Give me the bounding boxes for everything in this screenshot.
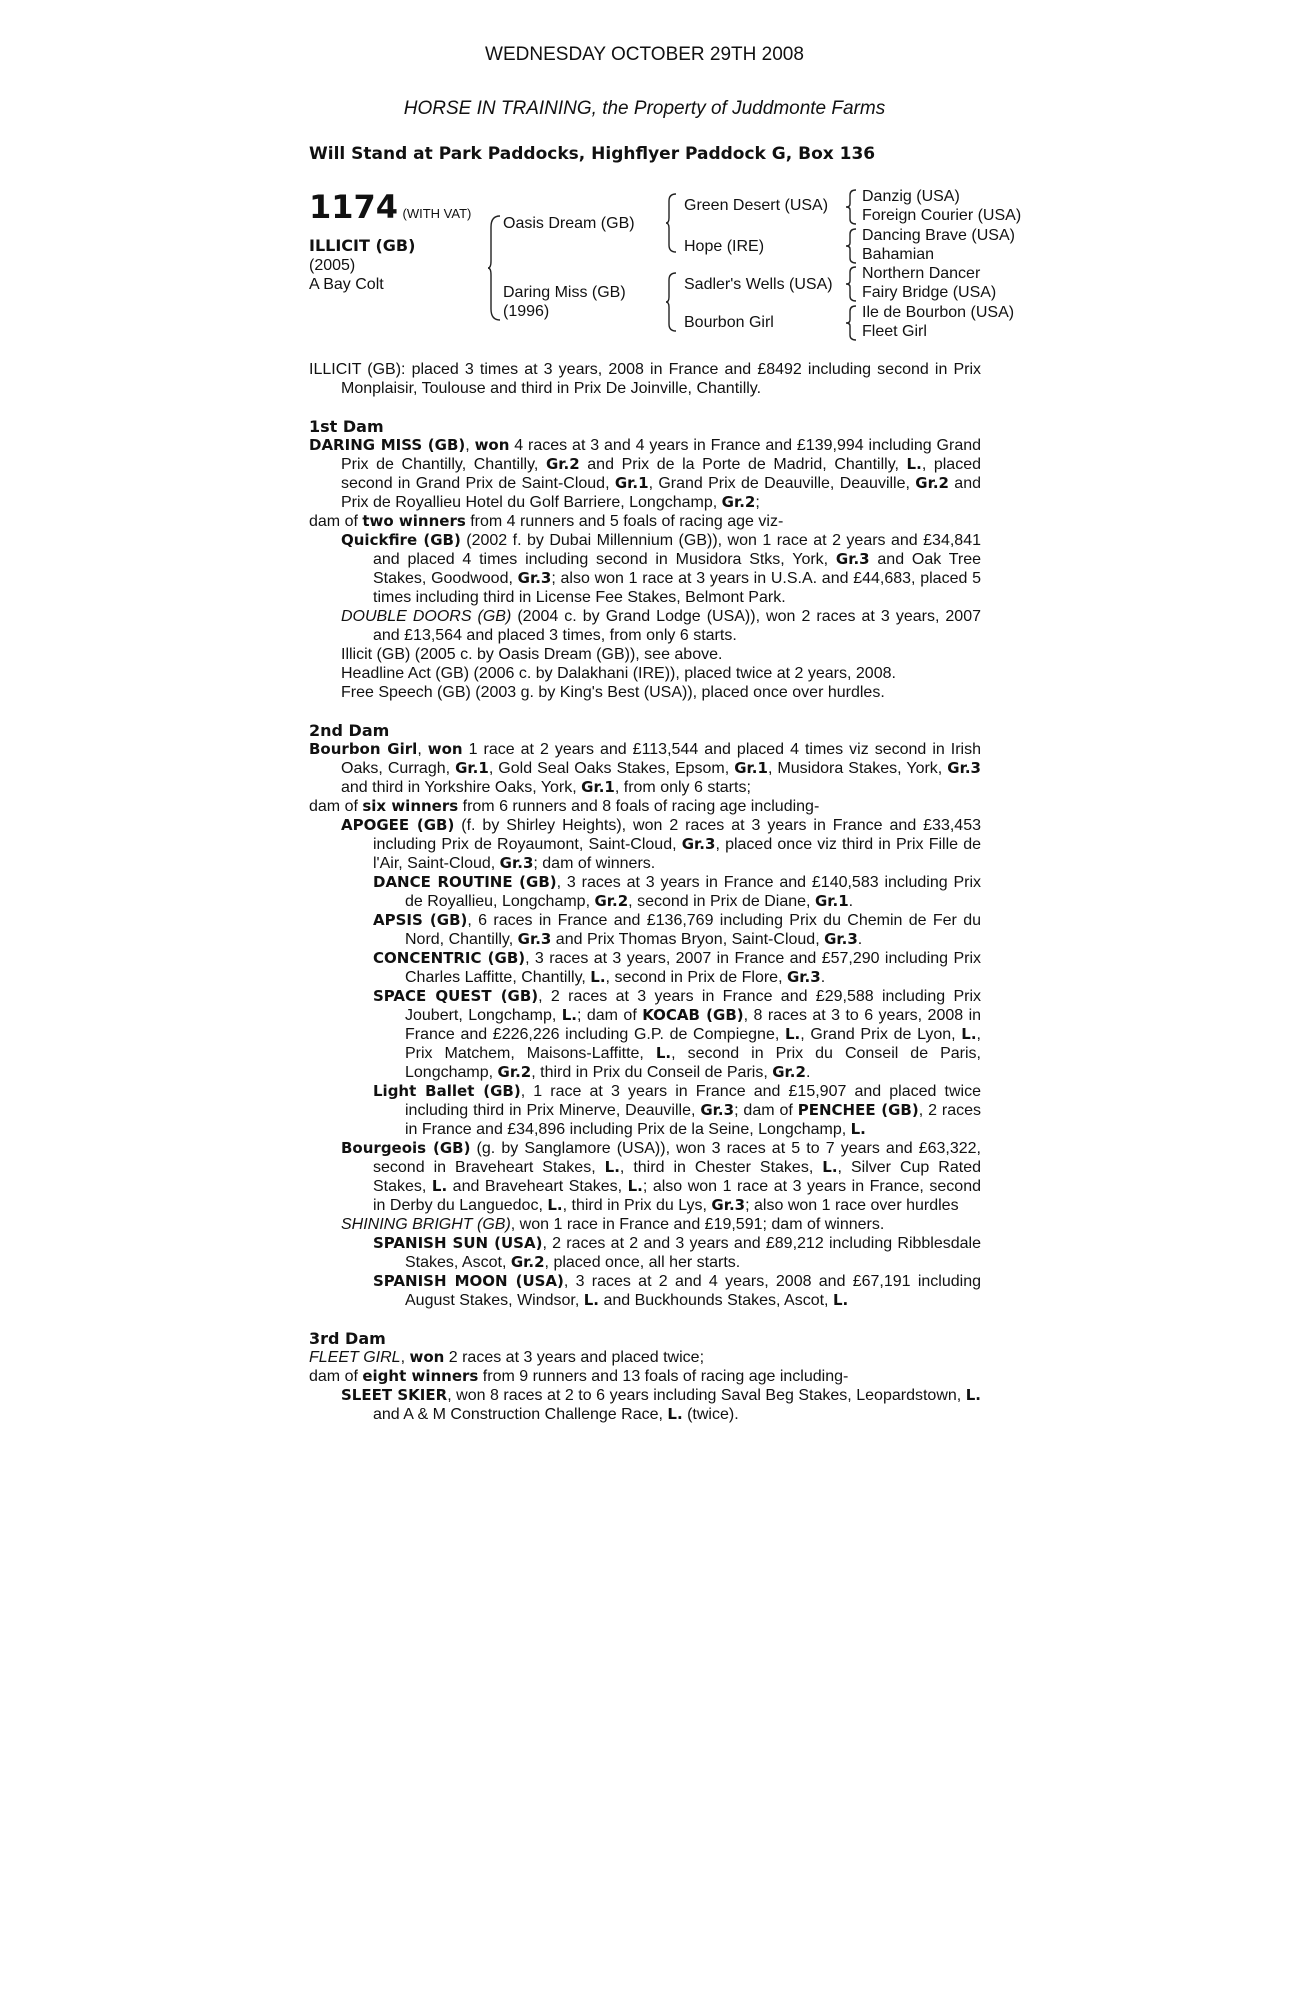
text: and Prix de Royallieu Hotel du Golf Barriere, Longchamp, — [341, 475, 981, 511]
grade: Gr.1 — [455, 759, 489, 777]
text: , Grand Prix de Deauville, Deauville, — [648, 475, 916, 492]
grade: Gr.3 — [824, 930, 858, 948]
progeny-apsis — [309, 911, 981, 949]
text: , 3 races at 3 years in France and £140,583 including Prix de Royallieu, Longchamp, — [405, 874, 981, 910]
grade: Gr.2 — [915, 474, 949, 492]
ancestor-g6: Fairy Bridge (USA) — [862, 284, 997, 301]
text: (f. by Shirley Heights), won 2 races at 3 years in France and £33,453 including Prix de Royaumont, Saint-Cloud, — [373, 817, 981, 853]
lot-block — [309, 190, 471, 224]
winners-count: eight winners — [362, 1367, 479, 1385]
grade: Gr.3 — [786, 968, 821, 986]
ancestor-g7: Ile de Bourbon (USA) — [862, 304, 1015, 321]
progeny-apogee — [309, 816, 981, 873]
progeny-name: Light Ballet (GB) — [373, 1082, 521, 1100]
progeny-space-quest — [309, 987, 981, 1082]
text: and third in Yorkshire Oaks, York, — [341, 779, 582, 796]
ancestor-g3: Dancing Brave (USA) — [862, 227, 1015, 244]
pedigree-bracket-g1 — [846, 189, 858, 225]
text: ; dam of — [734, 1102, 798, 1119]
progeny-sleet-skier — [309, 1386, 981, 1424]
text: . — [805, 1064, 811, 1081]
grade: L. — [431, 1177, 448, 1195]
dam-name: FLEET GIRL — [309, 1349, 401, 1366]
text: , 8 races at 3 to 6 years, 2008 in France and £226,226 including G.P. de Compiegne, — [405, 1007, 982, 1043]
grade: L. — [590, 968, 606, 986]
text: ; also won 1 race over hurdles — [745, 1197, 959, 1214]
text: 1 race at 2 years and £113,544 and placed 4 times viz second in Irish Oaks, Curragh, — [341, 741, 982, 777]
sire-dam: Hope (IRE) — [684, 238, 765, 255]
ancestor-g2: Foreign Courier (USA) — [862, 207, 1022, 224]
text: (twice). — [682, 1406, 739, 1423]
grade: Gr.1 — [814, 892, 849, 910]
dam-of-line — [309, 1367, 981, 1386]
grade: L. — [667, 1405, 683, 1423]
text: , — [400, 1349, 410, 1366]
catalogue-body — [309, 360, 981, 1424]
stand-location: Will Stand at Park Paddocks, Highflyer Paddock G, Box 136 — [309, 144, 876, 164]
progeny-name: APOGEE (GB) — [341, 816, 455, 834]
progeny-name: DOUBLE DOORS (GB) — [341, 608, 512, 625]
text: dam of — [309, 798, 363, 815]
text: dam of — [309, 1368, 363, 1385]
horse-description: A Bay Colt — [309, 276, 384, 293]
text: and Braveheart Stakes, — [447, 1178, 628, 1195]
grade: L. — [850, 1120, 866, 1138]
progeny-light-ballet — [309, 1082, 981, 1139]
text: and Oak Tree Stakes, Goodwood, — [373, 551, 982, 587]
progeny-headline-act: Headline Act (GB) (2006 c. by Dalakhani (IRE)), placed twice at 2 years, 2008. — [341, 665, 896, 682]
text: dam of — [309, 513, 363, 530]
text: from 9 runners and 13 foals of racing age including- — [478, 1368, 849, 1385]
text: , Musidora Stakes, York, — [767, 760, 948, 777]
text: and Prix Thomas Bryon, Saint-Cloud, — [551, 931, 825, 948]
grade: L. — [784, 1025, 801, 1043]
grade: Gr.1 — [581, 778, 615, 796]
winners-count: two winners — [362, 512, 466, 530]
text: and Buckhounds Stakes, Ascot, — [599, 1292, 833, 1309]
pedigree-bracket-g3 — [846, 266, 858, 302]
grade: Gr.3 — [499, 854, 534, 872]
grade: L. — [604, 1158, 620, 1176]
progeny-double-doors — [309, 607, 981, 645]
text: and A & M Construction Challenge Race, — [373, 1406, 668, 1423]
progeny-name: SPANISH SUN (USA) — [373, 1234, 543, 1252]
progeny-name: SHINING BRIGHT (GB) — [341, 1216, 511, 1233]
progeny-name: PENCHEE (GB) — [797, 1101, 919, 1119]
sire-sire: Green Desert (USA) — [684, 197, 829, 214]
ancestor-g1: Danzig (USA) — [862, 188, 960, 205]
grade: Gr.2 — [510, 1253, 545, 1271]
grade: Gr.3 — [681, 835, 716, 853]
progeny-concentric — [309, 949, 981, 987]
grade: L. — [627, 1177, 643, 1195]
grade: L. — [965, 1386, 981, 1404]
text: , placed once viz third in Prix Fille de l'Air, Saint-Cloud, — [373, 836, 982, 872]
ancestor-g8: Fleet Girl — [862, 323, 927, 340]
text: , 3 races at 2 and 4 years, 2008 and £67,191 including August Stakes, Windsor, — [405, 1273, 981, 1309]
grade: L. — [655, 1044, 672, 1062]
text: , 2 races at 3 years in France and £29,588 including Prix Joubert, Longchamp, — [405, 988, 981, 1024]
text: , third in Prix du Lys, — [562, 1197, 712, 1214]
progeny-shining-bright — [309, 1215, 981, 1234]
text: (2004 c. by Grand Lodge (USA)), won 2 races at 3 years, 2007 and £13,564 and placed 3 times, from only 6 starts. — [373, 608, 982, 644]
text: ; dam of winners. — [533, 855, 656, 872]
text: , second in Prix de Diane, — [628, 893, 815, 910]
dam-dam: Bourbon Girl — [684, 314, 774, 331]
won-label: won — [474, 436, 510, 454]
text: , second in Prix de Flore, — [605, 969, 787, 986]
pedigree-bracket-g4 — [846, 305, 858, 341]
text: , won 8 races at 2 to 6 years including Saval Beg Stakes, Leopardstown, — [447, 1387, 966, 1404]
won-label: won — [427, 740, 463, 758]
grade: L. — [961, 1025, 977, 1043]
grade: Gr.3 — [711, 1196, 746, 1214]
text: , second in Prix du Conseil de Paris, Longchamp, — [405, 1045, 981, 1081]
grade: Gr.2 — [545, 455, 580, 473]
won-label: won — [409, 1348, 445, 1366]
text: , Gold Seal Oaks Stakes, Epsom, — [488, 760, 735, 777]
text: , third in Prix du Conseil de Paris, — [531, 1064, 773, 1081]
text: ; dam of — [577, 1007, 643, 1024]
text: from 4 runners and 5 foals of racing age viz- — [465, 513, 784, 530]
horse-year: (2005) — [309, 257, 356, 274]
dam-year: (1996) — [503, 303, 550, 320]
grade: L. — [822, 1158, 838, 1176]
third-dam-heading: 3rd Dam — [309, 1329, 386, 1348]
second-dam-record: Bourbon Girl, won 1 race at 2 years and £113,544 and placed 4 times viz second in Irish Oaks, Curragh, Gr.1, Gold Seal Oaks Stakes, Epsom, Gr.1, Musidora Stakes, York, Gr.3 and third in Yorkshire Oaks, York, Gr.1, from only 6 starts; — [309, 740, 982, 796]
dam-of-line — [309, 797, 981, 816]
grade: Gr.3 — [947, 759, 981, 777]
vat-label: (WITH VAT) — [402, 206, 472, 221]
grade: L. — [547, 1196, 563, 1214]
text: , placed second in Grand Prix de Saint-Cloud, — [341, 456, 981, 492]
text: ; also won 1 race at 3 years in France, second in Derby du Languedoc, — [373, 1178, 982, 1214]
grade: L. — [583, 1291, 600, 1309]
text: , 2 races in France and £34,896 including Prix de la Seine, Longchamp, — [405, 1102, 982, 1138]
sale-date: WEDNESDAY OCTOBER 29TH 2008 — [485, 44, 804, 65]
grade: Gr.2 — [594, 892, 629, 910]
race-summary: ILLICIT (GB): placed 3 times at 3 years, 2008 in France and £8492 including second in Prix Monplaisir, Toulouse and third in Prix De Joinville, Chantilly. — [309, 361, 981, 397]
progeny-name: Bourgeois (GB) — [341, 1139, 471, 1157]
text: ; — [755, 494, 760, 511]
text: . — [857, 931, 863, 948]
dam-name: Daring Miss (GB) — [503, 284, 626, 301]
grade: Gr.1 — [614, 474, 649, 492]
text: , placed once, all her starts. — [544, 1254, 741, 1271]
grade: Gr.1 — [734, 759, 768, 777]
text: , Grand Prix de Lyon, — [800, 1026, 962, 1043]
progeny-quickfire — [309, 531, 981, 607]
pedigree-bracket-g2 — [846, 228, 858, 264]
winners-count: six winners — [362, 797, 459, 815]
sire-name: Oasis Dream (GB) — [503, 215, 635, 232]
grade: L. — [906, 455, 922, 473]
text: , 6 races in France and £136,769 including Prix du Chemin de Fer du Nord, Chantilly, — [405, 912, 982, 948]
pedigree-bracket-sire-line — [666, 193, 678, 253]
progeny-name: SLEET SKIER — [341, 1386, 448, 1404]
lot-number: 1174 — [309, 188, 399, 226]
third-dam-record — [309, 1348, 981, 1367]
dam-sire: Sadler's Wells (USA) — [684, 276, 833, 293]
text: , 2 races at 2 and 3 years and £89,212 including Ribblesdale Stakes, Ascot, — [405, 1235, 981, 1271]
first-dam-record: DARING MISS (GB), won 4 races at 3 and 4 years in France and £139,994 including Grand Prix de Chantilly, Chantilly, Gr.2 and Prix de la Porte de Madrid, Chantilly, L., placed second in Grand Prix de Saint-Cloud, Gr.1, Grand Prix de Deauville, Deauville, Gr.2 and Prix de Royallieu Hotel du Golf Barriere, Longchamp, Gr.2; — [309, 436, 982, 511]
grade: L. — [832, 1291, 849, 1309]
text: ; also won 1 race at 3 years in U.S.A. and £44,683, placed 5 times including third in License Fee Stakes, Belmont Park. — [373, 570, 981, 606]
text: , third in Chester Stakes, — [619, 1159, 823, 1176]
first-dam-heading: 1st Dam — [309, 417, 384, 436]
text: 4 races at 3 and 4 years in France and £139,994 including Grand Prix de Chantilly, Chantilly, — [341, 437, 982, 473]
text: , won 1 race in France and £19,591; dam of winners. — [510, 1216, 885, 1233]
text: , 1 race at 3 years in France and £15,907 and placed twice including third in Prix Minerve, Deauville, — [405, 1083, 981, 1119]
progeny-name: CONCENTRIC (GB) — [373, 949, 526, 967]
grade: Gr.2 — [497, 1063, 532, 1081]
grade: Gr.2 — [772, 1063, 806, 1081]
text: 2 races at 3 years and placed twice; — [444, 1349, 705, 1366]
ancestor-g4: Bahamian — [862, 246, 935, 263]
second-dam-heading: 2nd Dam — [309, 721, 390, 740]
grade: Gr.3 — [835, 550, 870, 568]
text: , 3 races at 3 years, 2007 in France and £57,290 including Prix Charles Laffitte, Chantilly, — [405, 950, 981, 986]
text: and Prix de la Porte de Madrid, Chantilly, — [579, 456, 907, 473]
progeny-name: SPACE QUEST (GB) — [373, 987, 539, 1005]
progeny-dance-routine — [309, 873, 981, 911]
progeny-spanish-moon — [309, 1272, 981, 1310]
progeny-free-speech: Free Speech (GB) (2003 g. by King's Best (USA)), placed once over hurdles. — [341, 684, 885, 701]
text: , from only 6 starts; — [614, 779, 751, 796]
progeny-name: DANCE ROUTINE (GB) — [373, 873, 557, 891]
grade: L. — [561, 1006, 577, 1024]
progeny-name: APSIS (GB) — [373, 911, 468, 929]
text: , Silver Cup Rated Stakes, — [373, 1159, 982, 1195]
progeny-name: KOCAB (GB) — [642, 1006, 744, 1024]
dam-name: DARING MISS (GB) — [309, 436, 466, 454]
text: . — [820, 969, 826, 986]
text: . — [848, 893, 854, 910]
progeny-bourgeois — [309, 1139, 981, 1215]
grade: Gr.3 — [517, 930, 552, 948]
text: (g. by Sanglamore (USA)), won 3 races at 5 to 7 years and £63,322, second in Braveheart Stakes, — [373, 1140, 981, 1176]
pedigree-bracket-dam-line — [666, 272, 678, 332]
ancestor-g5: Northern Dancer — [862, 265, 981, 282]
dam-name: Bourbon Girl — [309, 740, 418, 758]
text: , Prix Matchem, Maisons-Laffitte, — [405, 1026, 981, 1062]
progeny-name: SPANISH MOON (USA) — [373, 1272, 564, 1290]
sale-subtitle: HORSE IN TRAINING, the Property of Juddmonte Farms — [403, 98, 886, 119]
progeny-name: Quickfire (GB) — [341, 531, 461, 549]
progeny-spanish-sun — [309, 1234, 981, 1272]
grade: Gr.2 — [721, 493, 756, 511]
grade: Gr.3 — [700, 1101, 735, 1119]
text: (2002 f. by Dubai Millennium (GB)), won 1 race at 2 years and £34,841 and placed 4 times including second in Musidora Stks, York, — [373, 532, 981, 568]
pedigree-bracket-parents — [488, 215, 502, 321]
horse-name: ILLICIT (GB) — [309, 236, 416, 255]
grade: Gr.3 — [517, 569, 552, 587]
text: from 6 runners and 8 foals of racing age including- — [458, 798, 820, 815]
dam-of-line — [309, 512, 981, 531]
progeny-illicit: Illicit (GB) (2005 c. by Oasis Dream (GB)), see above. — [341, 646, 723, 663]
